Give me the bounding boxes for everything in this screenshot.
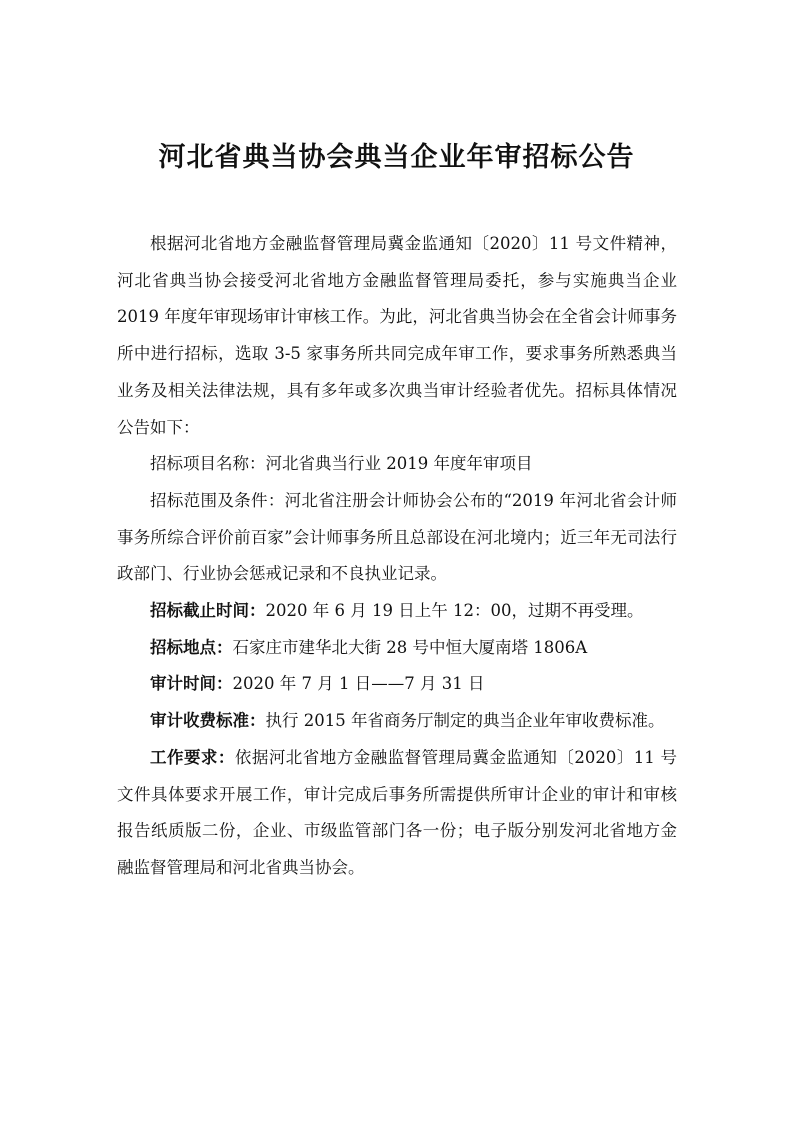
fee-paragraph (117, 703, 677, 740)
deadline-paragraph (117, 593, 677, 630)
document-title: 河北省典当协会典当企业年审招标公告 (158, 142, 635, 173)
work-label: 工作要求： (150, 747, 235, 767)
deadline-label: 招标截止时间： (150, 601, 266, 621)
audit-time-paragraph (117, 666, 677, 703)
document-body (117, 226, 677, 887)
project-name-paragraph: 招标项目名称：河北省典当行业 2019 年度年审项目 (150, 454, 533, 474)
intro-paragraph: 根据河北省地方金融监督管理局冀金监通知〔2020〕11 号文件精神，河北省典当协会接受河北省地方金融监督管理局委托，参与实施典当企业 2019 年度年审现场审计审核工作。为此，河北省典当协会在全省会计师事务所中进行招标，选取 3-5 家事务所共同完成年审工作，要求事务所熟悉典当业务及相关法律法规，具有多年或多次典当审计经验者优先。招标具体情况公告如下： (117, 234, 677, 437)
scope-paragraph: 招标范围及条件：河北省注册会计师协会公布的“2019 年河北省会计师事务所综合评价前百家”会计师事务所且总部设在河北境内；近三年无司法行政部门、行业协会惩戒记录和不良执业记录。 (117, 490, 677, 584)
deadline-value: 2020 年 6 月 19 日上午 12：00，过期不再受理。 (265, 601, 644, 621)
location-value: 石家庄市建华北大街 28 号中恒大厦南塔 1806A (232, 637, 588, 657)
fee-label: 审计收费标准： (150, 711, 266, 731)
work-value: 依据河北省地方金融监督管理局冀金监通知〔2020〕11 号文件具体要求开展工作，审计完成后事务所需提供所审计企业的审计和审核报告纸质版二份，企业、市级监管部门各一份；电子版分别发河北省地方金融监督管理局和河北省典当协会。 (117, 747, 678, 877)
location-paragraph (117, 630, 677, 667)
work-paragraph (117, 740, 677, 887)
audit-time-value: 2020 年 7 月 1 日——7 月 31 日 (232, 674, 485, 694)
location-label: 招标地点： (150, 637, 233, 657)
fee-value: 执行 2015 年省商务厅制定的典当企业年审收费标准。 (265, 711, 665, 731)
audit-time-label: 审计时间： (150, 674, 233, 694)
